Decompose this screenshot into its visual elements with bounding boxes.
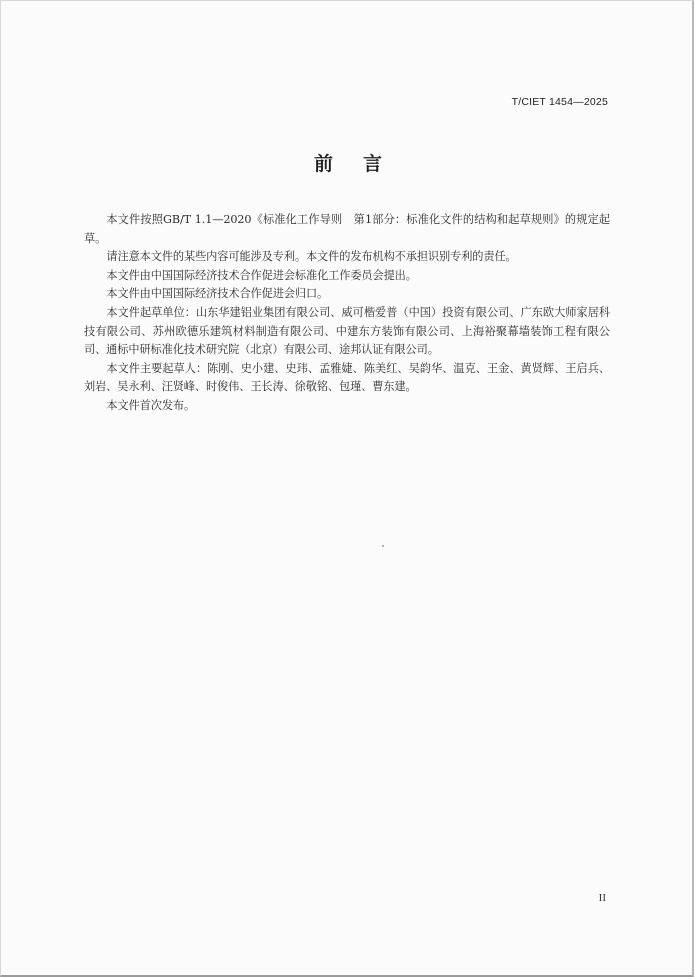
paragraph-patent-notice: 请注意本文件的某些内容可能涉及专利。本文件的发布机构不承担识别专利的责任。 <box>106 250 517 264</box>
page-number: II <box>598 892 606 904</box>
paragraph-centralized-by: 本文件由中国国际经济技术合作促进会归口。 <box>106 287 329 301</box>
paragraph-first-release: 本文件首次发布。 <box>106 398 196 412</box>
paragraph-drafters: 本文件主要起草人：陈刚、史小建、史玮、孟雅婕、陈美红、吴韵华、温克、王金、黄贤辉、王启兵、刘岩、吴永利、汪贤峰、时俊伟、王长涛、徐敬铭、包瑾、曹东建。 <box>84 361 610 394</box>
paragraph-drafting-rules: 本文件按照GB/T 1.1—2020《标准化工作导则 第1部分：标准化文件的结构和起草规则》的规定起草。 <box>84 213 610 245</box>
document-code: T/CIET 1454—2025 <box>511 96 608 108</box>
paragraph-drafting-units: 本文件起草单位：山东华建铝业集团有限公司、威可楷爱普（中国）投资有限公司、广东欧大师家居科技有限公司、苏州欧德乐建筑材料制造有限公司、中建东方装饰有限公司、上海裕聚幕墙装饰工程有限公司、通标中研标准化技术研究院（北京）有限公司、途邦认证有限公司。 <box>84 305 610 357</box>
foreword-body <box>84 211 610 416</box>
scan-speck <box>382 545 384 547</box>
page-title: 前言 <box>313 153 412 175</box>
paragraph-proposed-by: 本文件由中国国际经济技术合作促进会标准化工作委员会提出。 <box>106 268 417 282</box>
